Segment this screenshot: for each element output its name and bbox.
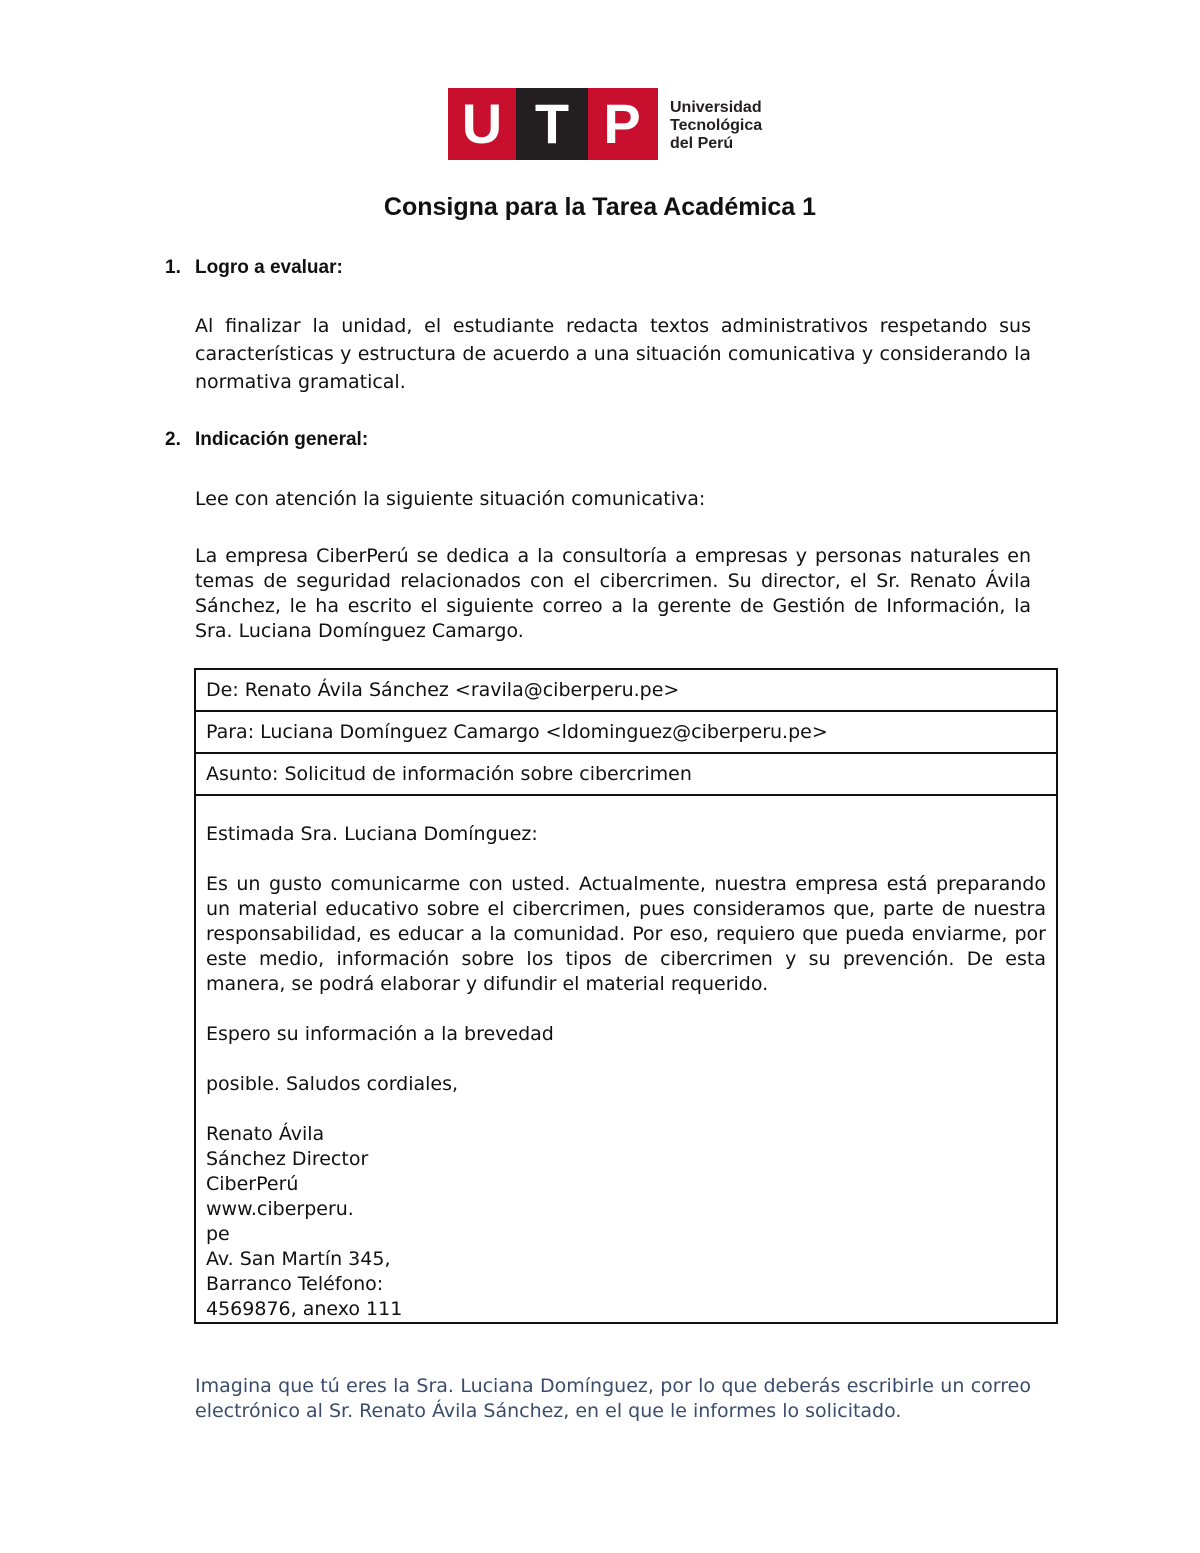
signature-line: Renato Ávila	[206, 1123, 325, 1145]
signature-line: Sánchez Director	[206, 1148, 369, 1170]
section-2-title: Indicación general:	[195, 429, 369, 450]
email-box	[194, 668, 1058, 1324]
signature-line: Barranco Teléfono:	[206, 1273, 384, 1295]
email-message: Es un gusto comunicarme con usted. Actualmente, nuestra empresa está preparando un material educativo sobre el cibercrimen, pues consideramos que, parte de nuestra responsabilidad, es educar a la comunidad. Por eso, requiero que pueda enviarme, por este medio, información sobre los tipos de cibercrimen y su prevención. De esta manera, se podrá elaborar y difundir el material requerido.	[206, 873, 1046, 995]
page-title: Consigna para la Tarea Académica 1	[383, 193, 817, 221]
email-closing-1: Espero su información a la brevedad	[206, 1023, 554, 1045]
email-closing-2: posible. Saludos cordiales,	[206, 1073, 459, 1095]
section-2-intro: Lee con atención la siguiente situación comunicativa:	[195, 488, 706, 510]
email-body	[196, 796, 1056, 1322]
logo-name-line-1: Universidad	[670, 99, 762, 116]
instruction-text: Imagina que tú eres la Sra. Luciana Domínguez, por lo que deberás escribirle un correo electrónico al Sr. Renato Ávila Sánchez, en el que le informes lo solicitado.	[195, 1375, 1031, 1422]
email-subject: Asunto: Solicitud de información sobre cibercrimen	[196, 754, 1056, 796]
logo-letter-t: T	[534, 92, 570, 155]
logo-name-line-2: Tecnológica	[670, 117, 763, 134]
signature-line: Av. San Martín 345,	[206, 1248, 391, 1270]
section-1-number: 1.	[165, 257, 181, 278]
utp-logo	[448, 88, 778, 160]
email-to: Para: Luciana Domínguez Camargo <ldominguez@ciberperu.pe>	[196, 712, 1056, 754]
section-1-title: Logro a evaluar:	[195, 257, 343, 278]
signature-line: www.ciberperu.	[206, 1198, 354, 1220]
section-2-number: 2.	[165, 429, 181, 450]
email-from: De: Renato Ávila Sánchez <ravila@ciberperu.pe>	[196, 670, 1056, 712]
logo-name-line-3: del Perú	[670, 135, 734, 152]
section-2-situation: La empresa CiberPerú se dedica a la consultoría a empresas y personas naturales en temas de seguridad relacionados con el cibercrimen. Su director, el Sr. Renato Ávila Sánchez, le ha escrito el siguiente correo a la gerente de Gestión de Información, la Sra. Luciana Domínguez Camargo.	[195, 545, 1031, 642]
section-2-heading	[165, 429, 368, 451]
section-1-text: Al finalizar la unidad, el estudiante redacta textos administrativos respetando sus características y estructura de acuerdo a una situación comunicativa y considerando la normativa gramatical.	[195, 315, 1031, 393]
signature-line: CiberPerú	[206, 1173, 299, 1195]
logo-letter-u: U	[461, 92, 503, 155]
utp-logo-graphic	[448, 88, 778, 160]
signature-line: pe	[206, 1223, 230, 1245]
logo-letter-p: P	[603, 92, 641, 155]
email-signature	[206, 1122, 1046, 1322]
section-1-heading	[165, 257, 343, 279]
email-greeting: Estimada Sra. Luciana Domínguez:	[206, 823, 538, 845]
signature-line: 4569876, anexo 111	[206, 1298, 403, 1320]
